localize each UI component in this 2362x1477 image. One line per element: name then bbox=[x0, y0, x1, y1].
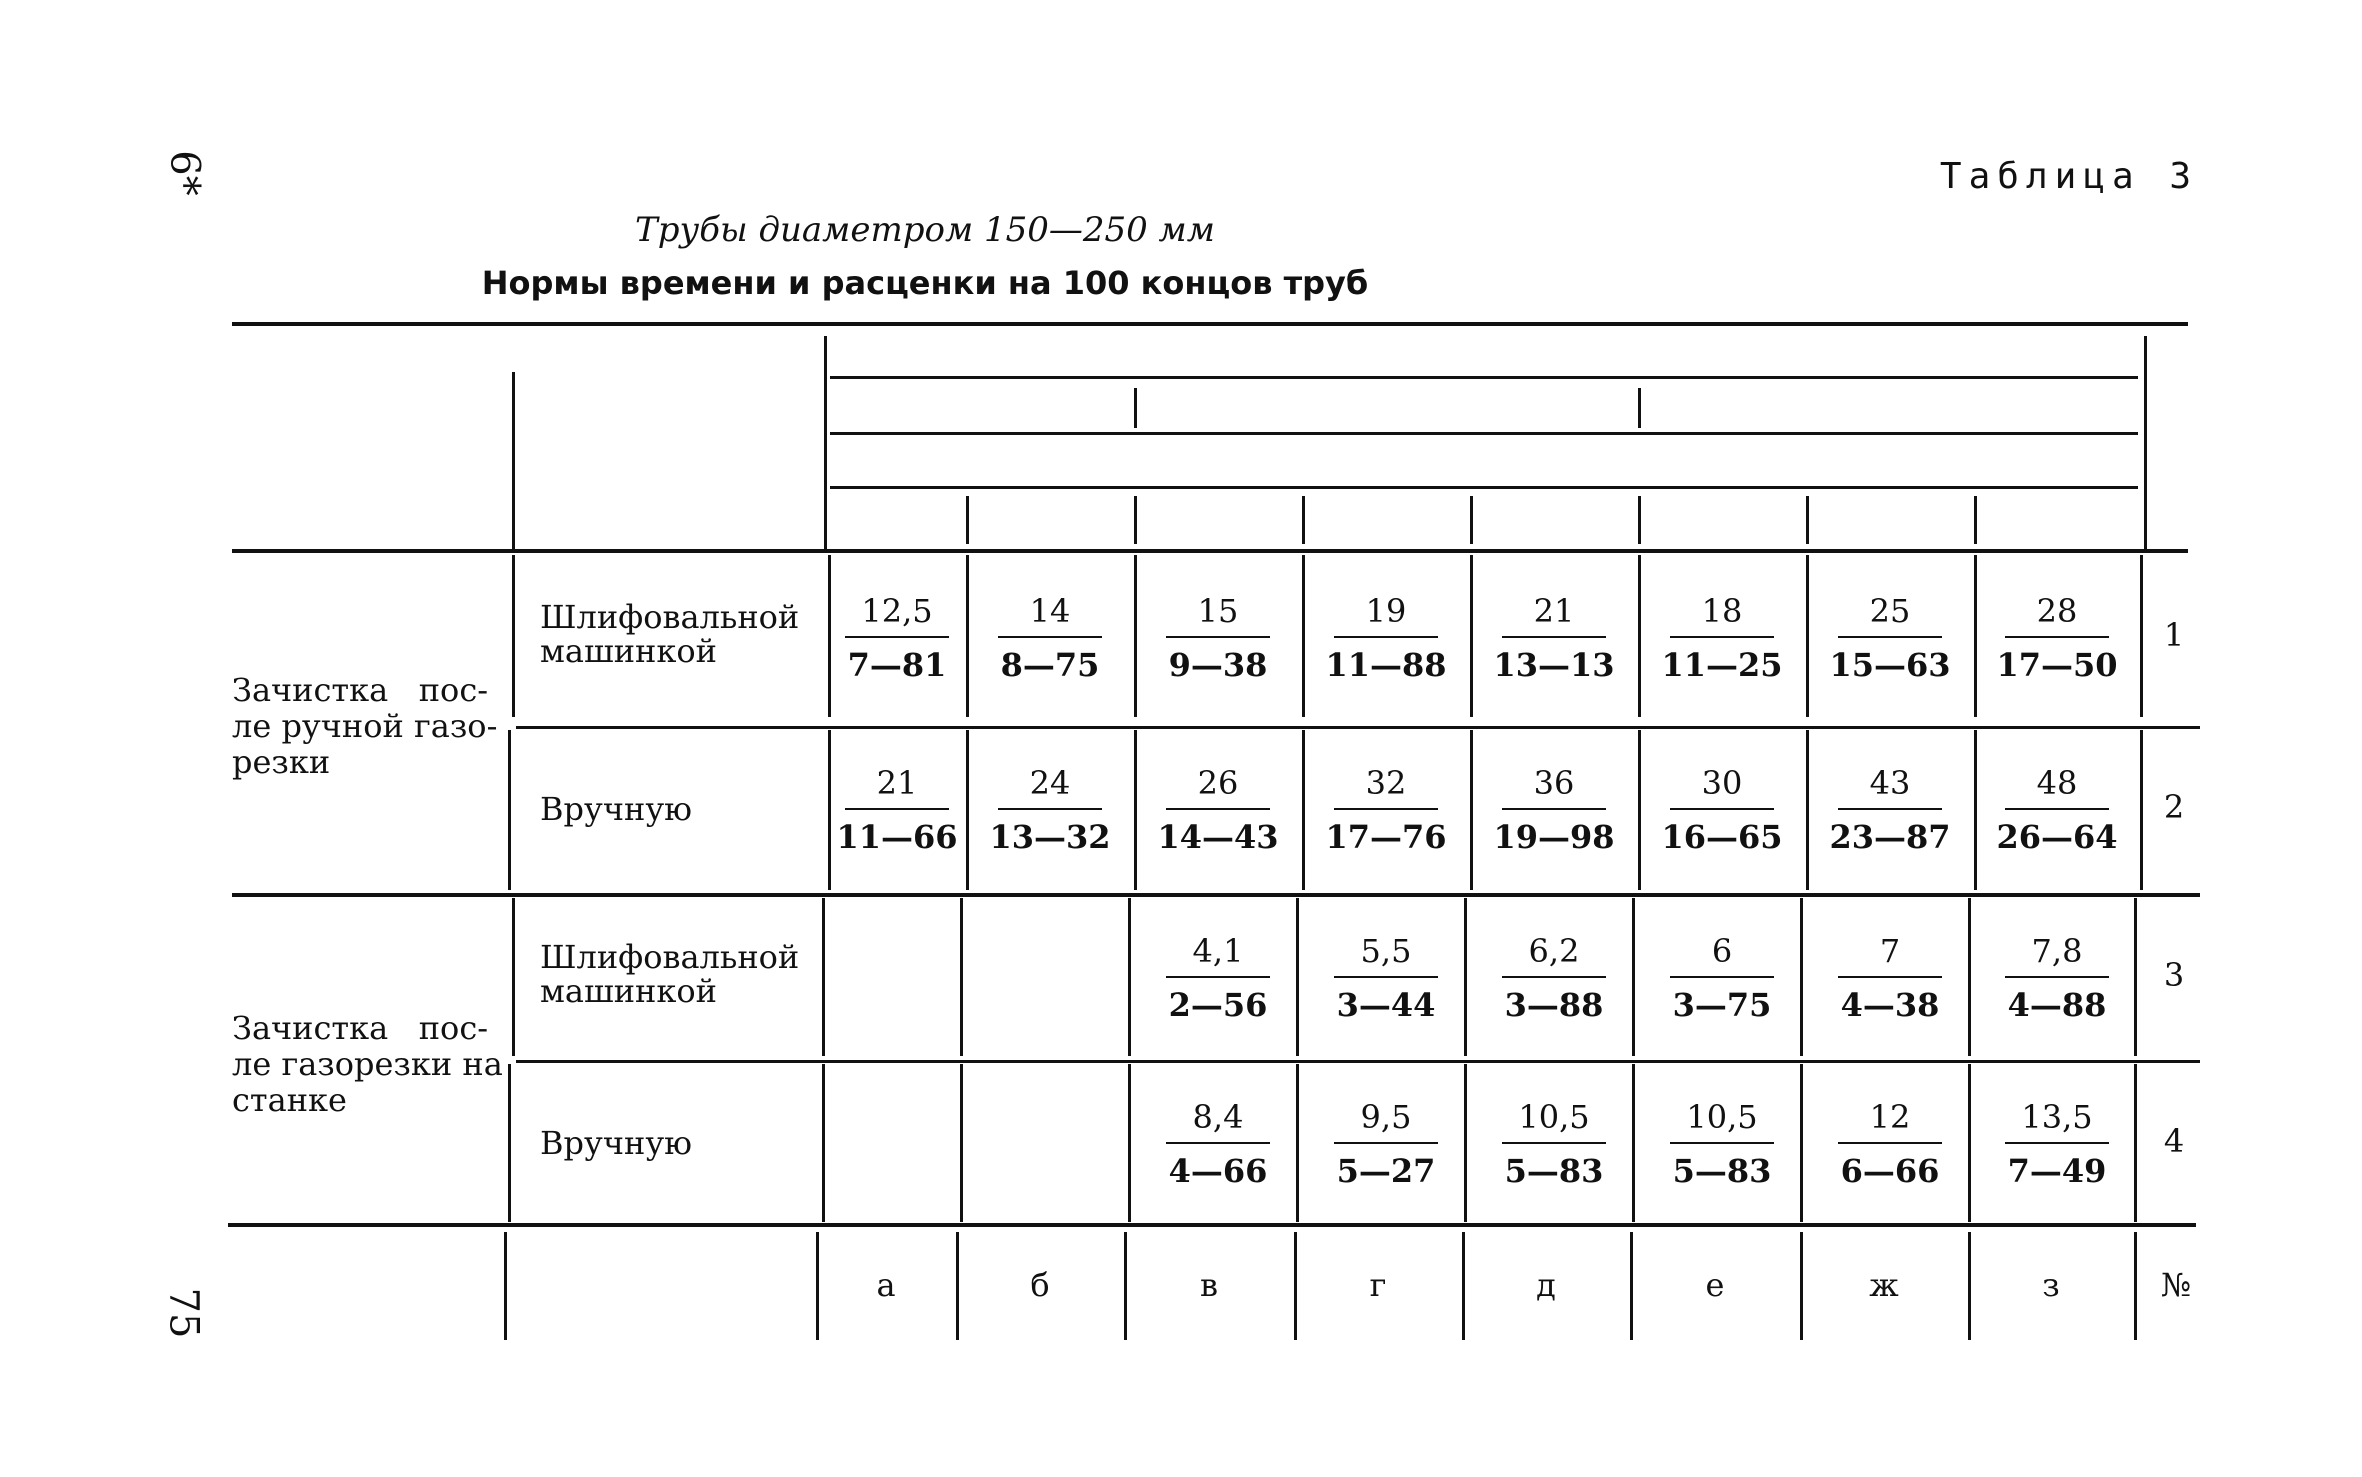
cell-time-norm: 14 bbox=[1029, 592, 1071, 630]
cell-price: 3—44 bbox=[1336, 986, 1436, 1024]
group-rule bbox=[232, 893, 2200, 897]
header-vrule-data bbox=[824, 336, 827, 550]
header-rule-diameter bbox=[830, 376, 2138, 379]
header-vrule-thk-3 bbox=[1470, 496, 1473, 544]
method-line: Вручную bbox=[540, 1124, 692, 1162]
cell-price: 5—83 bbox=[1672, 1152, 1772, 1190]
method-line: машинкой bbox=[540, 632, 717, 670]
row-number: 2 bbox=[2163, 788, 2185, 826]
column-letter: з bbox=[2042, 1266, 2060, 1304]
fraction-bar bbox=[1838, 1142, 1942, 1144]
table-cell bbox=[1134, 928, 1302, 1026]
column-letter: е bbox=[1705, 1266, 1725, 1304]
header-vrule-thk-6 bbox=[1974, 496, 1977, 544]
header-vrule-right bbox=[2144, 336, 2147, 550]
body-vrule-3-1 bbox=[960, 1064, 963, 1222]
work-type-line: Зачистка пос- bbox=[232, 671, 489, 709]
work-type-line: ле газорезки на bbox=[232, 1045, 503, 1083]
cell-time-norm: 6,2 bbox=[1528, 932, 1580, 970]
table-cell bbox=[1806, 1094, 1974, 1192]
cell-price: 23—87 bbox=[1829, 818, 1951, 856]
cell-price: 8—75 bbox=[1000, 646, 1100, 684]
table-cell bbox=[1302, 1094, 1470, 1192]
table-cell bbox=[1302, 760, 1470, 858]
cell-time-norm: 18 bbox=[1701, 592, 1743, 630]
body-vrule-method-2 bbox=[512, 898, 515, 1056]
cell-time-norm: 8,4 bbox=[1192, 1098, 1244, 1136]
work-type-1 bbox=[232, 1009, 503, 1119]
cell-time-norm: 28 bbox=[2036, 592, 2078, 630]
cell-time-norm: 12 bbox=[1869, 1098, 1911, 1136]
fraction-bar bbox=[1838, 636, 1942, 638]
fraction-bar bbox=[1670, 976, 1774, 978]
table-cell bbox=[1638, 1094, 1806, 1192]
fraction-bar bbox=[2005, 636, 2109, 638]
body-vrule-method-1 bbox=[508, 730, 511, 890]
table-cell bbox=[1806, 588, 1974, 686]
method-line: Вручную bbox=[540, 790, 692, 828]
body-vrule-1-8 bbox=[2140, 730, 2143, 890]
work-type-line: станке bbox=[232, 1081, 347, 1119]
cell-price: 11—66 bbox=[836, 818, 958, 856]
table-cell bbox=[1134, 760, 1302, 858]
fraction-bar bbox=[998, 808, 1102, 810]
body-vrule-method-0 bbox=[512, 555, 515, 717]
header-rule-thickness bbox=[830, 486, 2138, 489]
cell-time-norm: 30 bbox=[1701, 764, 1743, 802]
cell-price: 14—43 bbox=[1157, 818, 1279, 856]
cell-time-norm: 13,5 bbox=[2021, 1098, 2093, 1136]
cell-price: 19—98 bbox=[1493, 818, 1615, 856]
fraction-bar bbox=[1502, 636, 1606, 638]
cleaning-method-0-1 bbox=[540, 792, 692, 826]
cell-time-norm: 24 bbox=[1029, 764, 1071, 802]
cell-price: 15—63 bbox=[1829, 646, 1951, 684]
method-line: Шлифовальной bbox=[540, 938, 800, 976]
cell-time-norm: 21 bbox=[876, 764, 918, 802]
table-cell bbox=[966, 760, 1134, 858]
row-number: 1 bbox=[2163, 616, 2185, 654]
column-letter: г bbox=[1369, 1266, 1387, 1304]
cell-price: 11—88 bbox=[1325, 646, 1447, 684]
column-letter: а bbox=[876, 1266, 896, 1304]
cell-price: 2—56 bbox=[1168, 986, 1268, 1024]
table-cell bbox=[1470, 1094, 1638, 1192]
fraction-bar bbox=[1670, 1142, 1774, 1144]
table-cell bbox=[1974, 760, 2140, 858]
cleaning-method-1-0 bbox=[540, 940, 799, 1008]
table-cell bbox=[1470, 928, 1638, 1026]
cell-price: 4—88 bbox=[2007, 986, 2107, 1024]
footer-vrule-method bbox=[504, 1232, 507, 1340]
body-vrule-3-2 bbox=[1128, 1064, 1131, 1222]
table-label: Таблица 3 bbox=[1939, 156, 2198, 197]
fraction-bar bbox=[1838, 808, 1942, 810]
fraction-bar bbox=[1670, 808, 1774, 810]
fraction-bar bbox=[2005, 976, 2109, 978]
row-number: 3 bbox=[2163, 956, 2185, 994]
cell-price: 3—88 bbox=[1504, 986, 1604, 1024]
cell-price: 17—50 bbox=[1996, 646, 2118, 684]
page-side-number-bottom: 75 bbox=[160, 1287, 207, 1339]
fraction-bar bbox=[1334, 976, 1438, 978]
table-cell bbox=[1638, 588, 1806, 686]
header-vrule-thk-0 bbox=[966, 496, 969, 544]
table-cell bbox=[1302, 928, 1470, 1026]
cell-price: 4—38 bbox=[1840, 986, 1940, 1024]
cell-time-norm: 25 bbox=[1869, 592, 1911, 630]
table-cell bbox=[1134, 1094, 1302, 1192]
cell-price: 13—13 bbox=[1493, 646, 1615, 684]
table-cell bbox=[1470, 588, 1638, 686]
table-bottom-rule bbox=[228, 1223, 2196, 1227]
table-cell bbox=[1806, 760, 1974, 858]
fraction-bar bbox=[1334, 1142, 1438, 1144]
body-vrule-3-0 bbox=[822, 1064, 825, 1222]
cell-time-norm: 7,8 bbox=[2031, 932, 2083, 970]
table-title: Трубы диаметром 150—250 мм bbox=[635, 210, 1215, 250]
cell-price: 7—49 bbox=[2007, 1152, 2107, 1190]
column-letter: б bbox=[1030, 1266, 1050, 1304]
cell-time-norm: 19 bbox=[1365, 592, 1407, 630]
header-vrule-thk-5 bbox=[1806, 496, 1809, 544]
cell-price: 17—76 bbox=[1325, 818, 1447, 856]
body-vrule-2-0 bbox=[822, 898, 825, 1056]
cell-price: 6—66 bbox=[1840, 1152, 1940, 1190]
column-letter: ж bbox=[1869, 1266, 1899, 1304]
page-side-number-top: 6* bbox=[161, 150, 208, 196]
header-vrule-thk-4 bbox=[1638, 496, 1641, 544]
table-cell bbox=[1134, 588, 1302, 686]
table-cell bbox=[1302, 588, 1470, 686]
fraction-bar bbox=[1166, 1142, 1270, 1144]
method-line: машинкой bbox=[540, 972, 717, 1010]
footer-vrule-8 bbox=[2134, 1232, 2137, 1340]
cell-time-norm: 43 bbox=[1869, 764, 1911, 802]
row-rule-1 bbox=[516, 726, 2200, 729]
work-type-0 bbox=[232, 672, 500, 780]
cell-price: 4—66 bbox=[1168, 1152, 1268, 1190]
cell-time-norm: 26 bbox=[1197, 764, 1239, 802]
work-type-line: резки bbox=[232, 743, 331, 781]
table-cell bbox=[828, 588, 966, 686]
table-cell bbox=[1974, 928, 2140, 1026]
fraction-bar bbox=[845, 808, 949, 810]
fraction-bar bbox=[998, 636, 1102, 638]
table-subtitle: Нормы времени и расценки на 100 концов труб bbox=[481, 264, 1369, 302]
fraction-bar bbox=[1502, 1142, 1606, 1144]
number-header: № bbox=[2160, 1266, 2192, 1304]
fraction-bar bbox=[1502, 808, 1606, 810]
fraction-bar bbox=[1334, 808, 1438, 810]
table-cell bbox=[1638, 760, 1806, 858]
cell-time-norm: 6 bbox=[1711, 932, 1733, 970]
body-vrule-0-8 bbox=[2140, 555, 2143, 717]
table-cell bbox=[1470, 760, 1638, 858]
fraction-bar bbox=[1334, 636, 1438, 638]
cleaning-method-0-0 bbox=[540, 600, 799, 668]
fraction-bar bbox=[1166, 976, 1270, 978]
cell-time-norm: 36 bbox=[1533, 764, 1575, 802]
cell-time-norm: 4,1 bbox=[1192, 932, 1244, 970]
table-cell bbox=[1974, 588, 2140, 686]
table-cell bbox=[828, 760, 966, 858]
cell-price: 13—32 bbox=[989, 818, 1111, 856]
fraction-bar bbox=[2005, 808, 2109, 810]
work-type-line: ле ручной газо- bbox=[232, 707, 498, 745]
body-vrule-2-2 bbox=[1128, 898, 1131, 1056]
cell-price: 5—83 bbox=[1504, 1152, 1604, 1190]
cell-price: 3—75 bbox=[1672, 986, 1772, 1024]
body-vrule-2-1 bbox=[960, 898, 963, 1056]
header-vrule-200 bbox=[1638, 388, 1641, 428]
cell-price: 26—64 bbox=[1996, 818, 2118, 856]
cell-time-norm: 15 bbox=[1197, 592, 1239, 630]
fraction-bar bbox=[1166, 636, 1270, 638]
cell-time-norm: 10,5 bbox=[1518, 1098, 1590, 1136]
cell-time-norm: 12,5 bbox=[861, 592, 933, 630]
header-vrule-thk-1 bbox=[1134, 496, 1137, 544]
cell-time-norm: 10,5 bbox=[1686, 1098, 1758, 1136]
cell-price: 11—25 bbox=[1661, 646, 1783, 684]
header-vrule-thk-2 bbox=[1302, 496, 1305, 544]
column-letter: в bbox=[1199, 1266, 1218, 1304]
cell-price: 7—81 bbox=[847, 646, 947, 684]
table-cell bbox=[1974, 1094, 2140, 1192]
cell-time-norm: 5,5 bbox=[1360, 932, 1412, 970]
cell-time-norm: 9,5 bbox=[1360, 1098, 1412, 1136]
fraction-bar bbox=[1166, 808, 1270, 810]
fraction-bar bbox=[1670, 636, 1774, 638]
body-vrule-method-3 bbox=[508, 1064, 511, 1222]
header-vrule-method bbox=[512, 372, 515, 550]
cell-time-norm: 32 bbox=[1365, 764, 1407, 802]
table-cell bbox=[1638, 928, 1806, 1026]
row-number: 4 bbox=[2163, 1122, 2185, 1160]
cell-time-norm: 48 bbox=[2036, 764, 2078, 802]
cell-price: 9—38 bbox=[1168, 646, 1268, 684]
cleaning-method-1-1 bbox=[540, 1126, 692, 1160]
cell-time-norm: 7 bbox=[1879, 932, 1901, 970]
header-rule-values bbox=[830, 432, 2138, 435]
row-rule-3 bbox=[516, 1060, 2200, 1063]
header-vrule-150 bbox=[1134, 388, 1137, 428]
fraction-bar bbox=[845, 636, 949, 638]
fraction-bar bbox=[2005, 1142, 2109, 1144]
cell-price: 16—65 bbox=[1661, 818, 1783, 856]
header-bottom-rule bbox=[232, 549, 2188, 553]
work-type-line: Зачистка пос- bbox=[232, 1009, 489, 1047]
method-line: Шлифовальной bbox=[540, 598, 800, 636]
column-letter: д bbox=[1536, 1266, 1556, 1304]
cell-time-norm: 21 bbox=[1533, 592, 1575, 630]
table-cell bbox=[966, 588, 1134, 686]
fraction-bar bbox=[1502, 976, 1606, 978]
cell-price: 5—27 bbox=[1336, 1152, 1436, 1190]
table-cell bbox=[1806, 928, 1974, 1026]
fraction-bar bbox=[1838, 976, 1942, 978]
table-top-rule bbox=[232, 322, 2188, 326]
